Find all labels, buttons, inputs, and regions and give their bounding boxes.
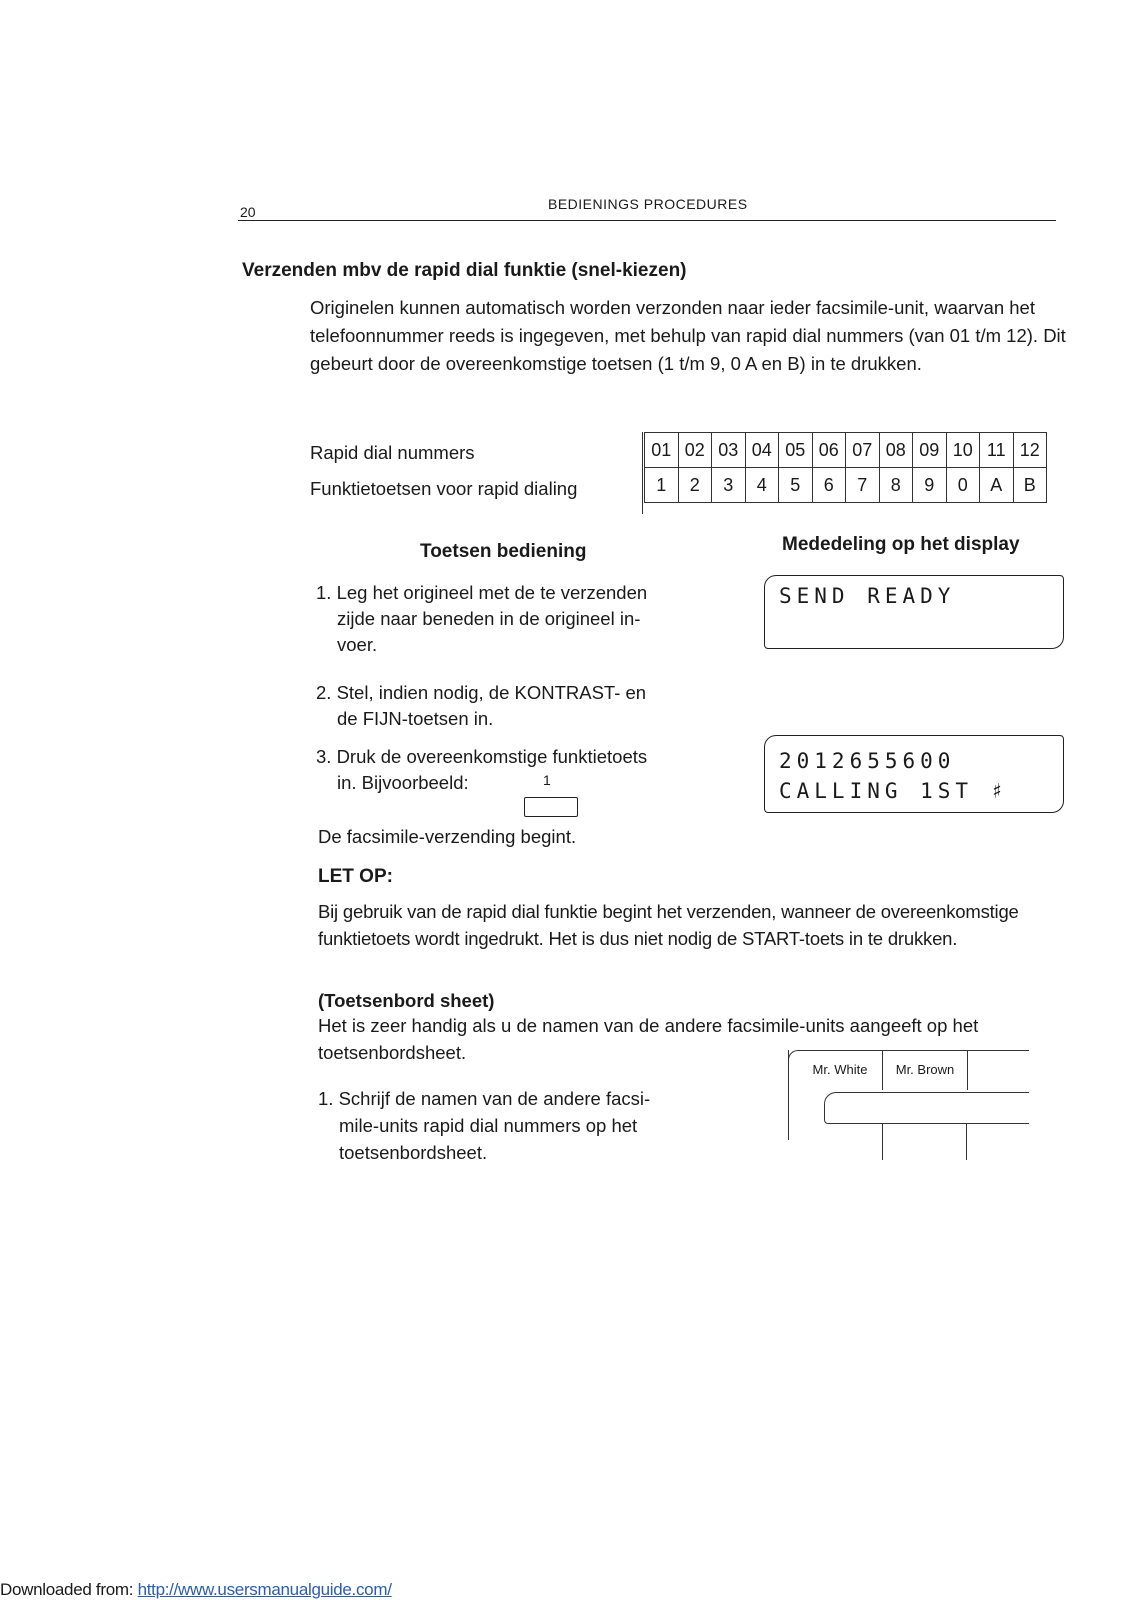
table-cell: 06 bbox=[812, 433, 846, 468]
keyboard-sheet-text: Het is zeer handig als u de namen van de andere facsimile-units aangeeft op het toetsenbordsheet. bbox=[318, 1015, 979, 1063]
keys-operation-heading: Toetsen bediening bbox=[420, 541, 587, 562]
keyboard-sheet-step-line: 1. Schrijf de namen van de andere facsi- bbox=[318, 1088, 651, 1109]
function-key-icon bbox=[524, 797, 578, 817]
lcd-display-send-ready bbox=[764, 575, 1064, 649]
table-cell: 02 bbox=[678, 433, 712, 468]
step-1-line: 1. Leg het origineel met de te verzenden bbox=[316, 582, 648, 603]
table-cell: 8 bbox=[879, 468, 913, 503]
table-cell: 07 bbox=[846, 433, 880, 468]
sheet-divider bbox=[966, 1124, 967, 1160]
sheet-key-slot bbox=[824, 1092, 1029, 1124]
table-cell: 3 bbox=[712, 468, 746, 503]
table-cell: 10 bbox=[946, 433, 980, 468]
step-1 bbox=[316, 580, 720, 658]
table-cell: 6 bbox=[812, 468, 846, 503]
sheet-divider bbox=[882, 1124, 883, 1160]
running-header: BEDIENINGS PROCEDURES bbox=[548, 196, 748, 212]
sheet-cell-mr-white: Mr. White bbox=[812, 1062, 868, 1077]
header-rule bbox=[238, 220, 1056, 221]
display-message-heading: Mededeling op het display bbox=[782, 534, 1020, 555]
footer-prefix: Downloaded from: bbox=[0, 1580, 138, 1599]
table-cell: 08 bbox=[879, 433, 913, 468]
lcd-line: 2012655600 bbox=[779, 749, 956, 773]
step-3-line: in. Bijvoorbeeld: bbox=[337, 772, 469, 793]
lcd-line: SEND READY bbox=[779, 584, 956, 608]
function-key-row-label: Funktietoetsen voor rapid dialing bbox=[310, 478, 578, 499]
step-2-line: de FIJN-toetsen in. bbox=[337, 708, 494, 729]
table-cell: A bbox=[980, 468, 1014, 503]
keyboard-sheet-step-line: toetsenbordsheet. bbox=[339, 1142, 488, 1163]
table-cell: 11 bbox=[980, 433, 1014, 468]
table-cell: 01 bbox=[645, 433, 679, 468]
table-cell: 9 bbox=[913, 468, 947, 503]
step-1-line: voer. bbox=[337, 634, 378, 655]
keyboard-sheet-step-line: mile-units rapid dial nummers op het bbox=[339, 1115, 638, 1136]
table-cell: 1 bbox=[645, 468, 679, 503]
lcd-display-calling bbox=[764, 735, 1064, 813]
footer-link[interactable]: http://www.usersmanualguide.com/ bbox=[137, 1580, 392, 1599]
keyboard-sheet-illustration bbox=[788, 1050, 1028, 1170]
transmission-begins-text: De facsimile-verzending begint. bbox=[318, 826, 577, 847]
lcd-line: CALLING 1ST ♯ bbox=[779, 779, 1009, 803]
table-bracket bbox=[642, 432, 643, 514]
rapid-dial-row-label: Rapid dial nummers bbox=[310, 442, 475, 463]
step-1-line: zijde naar beneden in de origineel in- bbox=[337, 608, 641, 629]
step-2 bbox=[316, 680, 720, 732]
keyboard-sheet-title: (Toetsenbord sheet) bbox=[318, 990, 495, 1011]
note-text: Bij gebruik van de rapid dial funktie begint het verzenden, wanneer de overeenkomstige funktietoets wordt ingedrukt. Het is dus niet nodig de START-toets in te drukken. bbox=[318, 901, 1019, 949]
table-cell: 03 bbox=[712, 433, 746, 468]
rapid-dial-table bbox=[644, 432, 1047, 503]
table-cell: 5 bbox=[779, 468, 813, 503]
step-3-line: 3. Druk de overeenkomstige funktietoets bbox=[316, 746, 648, 767]
download-footer bbox=[0, 1580, 392, 1600]
table-cell: 4 bbox=[745, 468, 779, 503]
note-title: LET OP: bbox=[318, 866, 393, 887]
step-3 bbox=[316, 744, 720, 796]
table-cell: B bbox=[1013, 468, 1047, 503]
table-cell: 7 bbox=[846, 468, 880, 503]
function-keys-row bbox=[645, 468, 1047, 503]
table-cell: 09 bbox=[913, 433, 947, 468]
table-cell: 2 bbox=[678, 468, 712, 503]
example-key-label: 1 bbox=[543, 772, 551, 788]
sheet-cell-mr-brown: Mr. Brown bbox=[882, 1050, 968, 1090]
table-cell: 0 bbox=[946, 468, 980, 503]
keyboard-sheet-step-1 bbox=[318, 1085, 728, 1166]
sheet-side-line bbox=[788, 1050, 789, 1140]
table-cell: 12 bbox=[1013, 433, 1047, 468]
section-title: Verzenden mbv de rapid dial funktie (snel-kiezen) bbox=[242, 260, 687, 281]
table-cell: 04 bbox=[745, 433, 779, 468]
rapid-dial-numbers-row bbox=[645, 433, 1047, 468]
table-cell: 05 bbox=[779, 433, 813, 468]
step-2-line: 2. Stel, indien nodig, de KONTRAST- en bbox=[316, 682, 647, 703]
intro-paragraph: Originelen kunnen automatisch worden verzonden naar ieder facsimile-unit, waarvan het telefoonnummer reeds is ingegeven, met behulp van rapid dial nummers (van 01 t/m 12). Dit gebeurt door de overeenkomstige toetsen (1 t/m 9, 0 A en B) in te drukken. bbox=[310, 297, 1066, 374]
page-number: 20 bbox=[240, 204, 256, 220]
